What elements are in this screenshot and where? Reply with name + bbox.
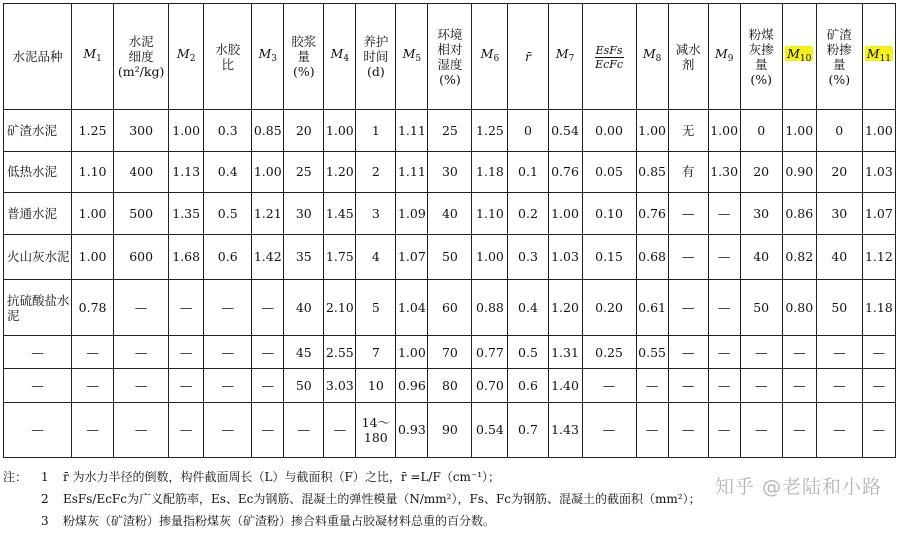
value-cell: 1.07 [862,193,895,235]
header-line: 灰掺 [748,41,774,57]
value-cell: 4 [356,234,396,280]
value-cell: — [862,402,895,457]
value-cell: 0.1 [508,151,548,193]
column-header [356,4,396,110]
value-cell: 1.40 [548,368,582,402]
value-cell: 40 [428,193,472,235]
value-cell: 0.68 [636,234,668,280]
value-cell: — [782,336,816,368]
value-cell: 1.00 [782,110,816,152]
value-cell: 20 [816,151,862,193]
symbol-base: M [330,46,344,61]
header-line: (m²/kg) [117,64,165,79]
symbol-subscript: 8 [655,54,662,64]
value-cell: 0.61 [636,280,668,336]
value-cell: — [740,368,782,402]
cement-type-cell: — [4,336,72,368]
value-cell: 0 [816,110,862,152]
value-cell: 30 [428,151,472,193]
column-header [114,4,169,110]
value-cell: 0.96 [396,368,428,402]
symbol-base: M [176,46,190,61]
value-cell: — [204,336,252,368]
value-cell: — [169,402,204,457]
value-cell: 1.20 [324,151,356,193]
value-cell: 1.04 [396,280,428,336]
value-cell: — [114,402,169,457]
symbol-base: M [402,46,416,61]
value-cell: 0.4 [204,151,252,193]
symbol-base: M [714,46,728,61]
value-cell: 0.00 [582,110,636,152]
footnote-3 [3,510,893,532]
cement-type-cell: — [4,402,72,457]
value-cell: 3 [356,193,396,235]
table-row [4,368,896,402]
coefficient-symbol [480,46,500,64]
value-cell: 1.21 [252,193,284,235]
coefficient-symbol [785,46,813,64]
column-header [816,4,862,110]
value-cell: 0.20 [582,280,636,336]
value-cell: — [636,368,668,402]
footnote-number: 1 [41,470,49,484]
header-line: 环境 [437,26,463,42]
value-cell: — [252,336,284,368]
value-cell: 600 [114,234,169,280]
value-cell: 60 [428,280,472,336]
value-cell: 0.80 [782,280,816,336]
value-cell: — [708,193,740,235]
value-cell: 0.78 [72,280,114,336]
value-cell: 0.05 [582,151,636,193]
value-cell: 0.85 [636,151,668,193]
cement-type-cell: 矿渣水泥 [4,110,72,152]
table-row [4,110,896,152]
value-cell: 1.18 [862,280,895,336]
value-cell: 5 [356,280,396,336]
value-cell: 0.55 [636,336,668,368]
value-cell: 3.03 [324,368,356,402]
column-header [169,4,204,110]
value-cell: 0.25 [582,336,636,368]
table-row [4,280,896,336]
fraction-denominator: EcFc [595,58,624,71]
header-line: (%) [828,71,851,87]
reinforcement-ratio-fraction [595,44,624,71]
header-line: 湿度 [437,56,463,72]
value-cell: 1.30 [708,151,740,193]
symbol-subscript: 5 [415,54,422,64]
cement-type-cell: 抗硫酸盐水泥 [4,280,72,336]
cement-type-cell: 普通水泥 [4,193,72,235]
value-cell: 1.00 [472,234,508,280]
value-cell: — [862,368,895,402]
footnote-lead: 注： [3,470,28,484]
value-cell: 500 [114,193,169,235]
coefficient-symbol [555,46,575,64]
header-line: (d) [366,64,385,79]
value-cell: 0.10 [582,193,636,235]
coefficient-symbol [258,46,278,64]
footnote-number: 2 [41,492,49,506]
value-cell: 1.10 [72,151,114,193]
value-cell: — [169,336,204,368]
value-cell: 35 [284,234,324,280]
value-cell: 1.11 [396,110,428,152]
column-header [740,4,782,110]
header-line: 粉煤 [748,26,774,42]
symbol-base: M [555,46,569,61]
value-cell: 1.00 [169,110,204,152]
value-cell: 25 [284,151,324,193]
value-cell: — [169,368,204,402]
value-cell: 0.3 [204,110,252,152]
value-cell: 0.54 [548,110,582,152]
column-header [252,4,284,110]
symbol-subscript: 6 [493,54,500,64]
value-cell: 1.00 [396,336,428,368]
column-header [472,4,508,110]
column-header [4,4,72,110]
header-line: (%) [439,71,461,87]
value-cell: — [72,336,114,368]
value-cell: — [816,368,862,402]
value-cell: 1.13 [169,151,204,193]
value-cell: — [114,336,169,368]
symbol-subscript: 2 [189,54,196,64]
value-cell: 1.45 [324,193,356,235]
coefficient-symbol [865,46,893,64]
coefficient-symbol [176,46,196,64]
value-cell: 30 [740,193,782,235]
value-cell: 80 [428,368,472,402]
value-cell: — [668,402,708,457]
coefficient-symbol [642,46,662,64]
value-cell: — [708,234,740,280]
column-header [508,4,548,110]
column-header [324,4,356,110]
header-line: 水泥 [128,34,154,49]
value-cell: — [582,402,636,457]
value-cell: 40 [284,280,324,336]
value-cell: 1.10 [472,193,508,235]
value-cell: 20 [284,110,324,152]
value-cell: — [204,280,252,336]
value-cell: 1.09 [396,193,428,235]
value-cell: 1.20 [548,280,582,336]
value-cell: 7 [356,336,396,368]
header-line: 矿渣 [826,26,852,42]
value-cell: — [204,402,252,457]
footnote-text: EsFs/EcFc为广义配筋率，Es、Ec为钢筋、混凝土的弹性模量（N/mm²），Fs、Fc为钢筋、混凝土的截面积（mm²）； [63,492,701,506]
value-cell: 1.07 [396,234,428,280]
coefficient-table [3,3,896,458]
value-cell: 0.82 [782,234,816,280]
value-cell: — [114,368,169,402]
symbol-base: M [258,46,272,61]
value-cell: — [708,280,740,336]
value-cell: — [636,402,668,457]
value-cell: 2 [356,151,396,193]
value-cell: — [862,336,895,368]
value-cell: 无 [668,110,708,152]
value-cell: 0.70 [472,368,508,402]
value-cell: 0 [508,110,548,152]
value-cell: 50 [428,234,472,280]
symbol-base: M [866,46,880,61]
value-cell: — [740,336,782,368]
value-cell: 1.00 [548,193,582,235]
value-cell: 50 [740,280,782,336]
value-cell: — [708,336,740,368]
value-cell: — [668,336,708,368]
value-cell: 1.75 [324,234,356,280]
value-cell: 1.00 [252,151,284,193]
header-line: 量 [754,56,768,72]
value-cell: — [72,402,114,457]
value-cell: 25 [428,110,472,152]
value-cell: 0.7 [508,402,548,457]
value-cell: 300 [114,110,169,152]
header-row [4,4,896,110]
header-line: 量 [297,49,311,64]
value-cell: 1.31 [548,336,582,368]
value-cell: 1.25 [72,110,114,152]
value-cell: 0 [740,110,782,152]
value-cell: 1.00 [324,110,356,152]
table-row [4,193,896,235]
value-cell: — [204,368,252,402]
value-cell: — [668,280,708,336]
column-header [548,4,582,110]
header-line: 水泥品种 [12,49,63,64]
value-cell: — [324,402,356,457]
symbol-subscript: 7 [568,54,575,64]
symbol-subscript: 9 [727,54,734,64]
value-cell: — [252,368,284,402]
value-cell: 1.11 [396,151,428,193]
header-line: 细度 [128,49,154,64]
value-cell: 2.55 [324,336,356,368]
coefficient-symbol [83,46,102,64]
value-cell: 0.76 [548,151,582,193]
table-row [4,402,896,457]
column-header [582,4,636,110]
value-cell: — [668,234,708,280]
value-cell: — [668,368,708,402]
value-cell: — [708,368,740,402]
value-cell: 1.00 [862,110,895,152]
value-cell: 0.5 [508,336,548,368]
value-cell: 0.85 [252,110,284,152]
value-cell: 0.4 [508,280,548,336]
value-cell: 1.25 [472,110,508,152]
value-cell: — [668,193,708,235]
header-line: 剂 [681,56,695,72]
value-cell: 1.00 [708,110,740,152]
value-cell: 0.54 [472,402,508,457]
value-cell: — [740,402,782,457]
value-cell: 0.77 [472,336,508,368]
column-header [636,4,668,110]
value-cell: 30 [284,193,324,235]
value-cell: 10 [356,368,396,402]
value-cell: — [169,280,204,336]
header-line: 水胶 [215,41,241,57]
column-header [284,4,324,110]
value-cell: — [252,402,284,457]
header-line: 胶浆 [291,34,317,49]
value-cell: 70 [428,336,472,368]
cement-type-cell: — [4,368,72,402]
column-header [708,4,740,110]
column-header [428,4,472,110]
value-cell: 0.5 [204,193,252,235]
value-cell: — [252,280,284,336]
symbol-base: M [480,46,494,61]
column-header [668,4,708,110]
header-line: 减水 [675,41,701,57]
header-line: 粉掺 [826,41,852,57]
symbol-subscript: 10 [799,54,812,64]
value-cell: — [284,402,324,457]
value-cell: 1.00 [72,234,114,280]
value-cell: — [782,368,816,402]
value-cell: 1.00 [636,110,668,152]
symbol-base: M [83,46,97,61]
table-row [4,234,896,280]
value-cell: 0.3 [508,234,548,280]
value-cell: — [816,402,862,457]
column-header [204,4,252,110]
coefficient-symbol [402,46,422,64]
symbol-subscript: 11 [879,54,892,64]
cement-type-cell: 火山灰水泥 [4,234,72,280]
value-cell: — [816,336,862,368]
footnote-text: r̄ 为水力半径的倒数，构件截面周长（L）与截面积（F）之比，r̄ =L/F（cm⁻¹）； [63,470,501,484]
value-cell: 1.18 [472,151,508,193]
symbol-base: M [787,46,800,61]
value-cell: 1.03 [862,151,895,193]
value-cell: 20 [740,151,782,193]
value-cell: 1.68 [169,234,204,280]
value-cell: 0.90 [782,151,816,193]
header-line: 养护 [363,34,389,49]
value-cell: 40 [740,234,782,280]
column-header [782,4,816,110]
header-line: r̄ [524,49,531,64]
coefficient-symbol [714,46,734,64]
value-cell: 0.6 [204,234,252,280]
table-body [4,110,896,458]
table-row [4,151,896,193]
value-cell: 0.93 [396,402,428,457]
header-line: 量 [833,56,846,72]
value-cell: 50 [816,280,862,336]
value-cell: 1.43 [548,402,582,457]
value-cell: 0.2 [508,193,548,235]
fraction-numerator: EsFs [595,44,623,57]
value-cell: 14～180 [356,402,396,457]
value-cell: 0.86 [782,193,816,235]
value-cell: — [114,280,169,336]
footnote-number: 3 [41,514,49,528]
value-cell: 0.15 [582,234,636,280]
symbol-base: M [642,46,656,61]
value-cell: 1.42 [252,234,284,280]
value-cell: 90 [428,402,472,457]
value-cell: 0.76 [636,193,668,235]
header-line: (%) [292,64,315,79]
column-header [396,4,428,110]
value-cell: 30 [816,193,862,235]
table-row [4,336,896,368]
symbol-subscript: 1 [96,54,102,64]
value-cell: 40 [816,234,862,280]
header-line: 相对 [437,41,463,57]
value-cell: 50 [284,368,324,402]
value-cell: — [782,402,816,457]
symbol-subscript: 4 [343,54,350,64]
watermark: 知乎 @老陆和小路 [714,476,882,498]
value-cell: 0.6 [508,368,548,402]
column-header [862,4,895,110]
symbol-subscript: 3 [271,54,278,64]
coefficient-symbol [330,46,350,64]
footnote-text: 粉煤灰（矿渣粉）掺量指粉煤灰（矿渣粉）掺合料重量占胶凝材料总重的百分数。 [63,514,496,528]
value-cell: 400 [114,151,169,193]
header-line: 比 [221,56,234,72]
value-cell: 1.12 [862,234,895,280]
value-cell: 45 [284,336,324,368]
column-header [72,4,114,110]
value-cell: 2.10 [324,280,356,336]
value-cell: — [582,368,636,402]
value-cell: 1.03 [548,234,582,280]
cement-type-cell: 低热水泥 [4,151,72,193]
value-cell: 0.88 [472,280,508,336]
value-cell: — [708,402,740,457]
value-cell: — [72,368,114,402]
value-cell: 1.00 [72,193,114,235]
value-cell: 1.35 [169,193,204,235]
value-cell: 1 [356,110,396,152]
value-cell: 有 [668,151,708,193]
header-line: (%) [750,71,773,87]
header-line: 时间 [363,49,389,64]
